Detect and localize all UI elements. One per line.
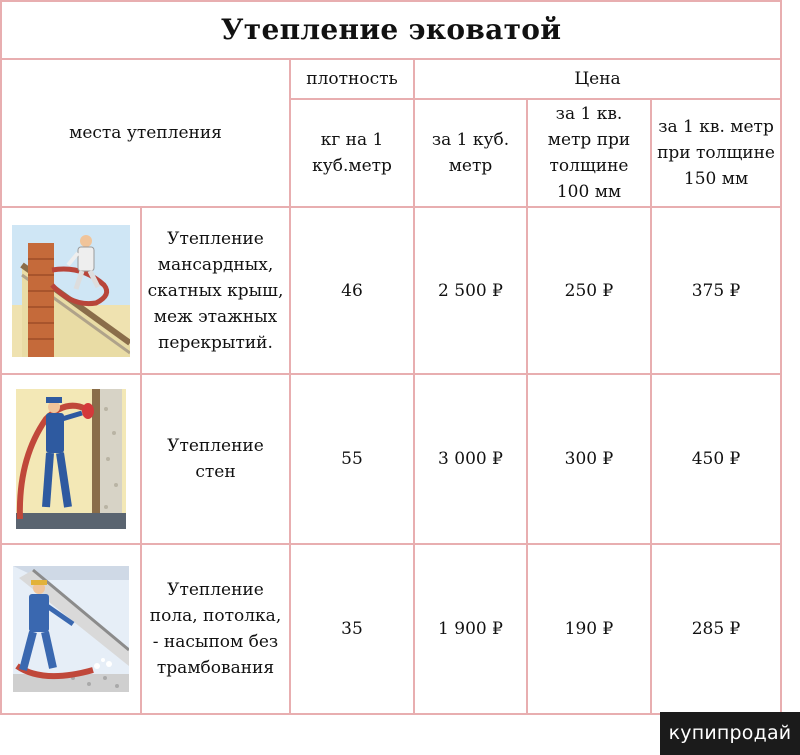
price-m3-value: 2 500 ₽ [414,207,527,374]
page-title: Утепление эковатой [1,1,781,59]
price-100-value: 300 ₽ [527,374,651,544]
floor-illustration [1,544,141,714]
price-100-header: за 1 кв. метр при толщине 100 мм [527,99,651,207]
place-label: Утепление мансардных, скатных крыш, меж этажных перекрытий. [141,207,290,374]
price-m3-value: 3 000 ₽ [414,374,527,544]
table-row [1,544,781,714]
price-150-value: 285 ₽ [651,544,781,714]
density-unit-header: кг на 1 куб.метр [290,99,414,207]
place-label: Утепление стен [141,374,290,544]
watermark-logo: купипродай [660,712,800,755]
price-m3-value: 1 900 ₽ [414,544,527,714]
roof-worker-icon [12,225,130,357]
wall-worker-icon [16,389,126,529]
price-per-m3-header: за 1 куб. метр [414,99,527,207]
price-header: Цена [414,59,781,99]
density-value: 55 [290,374,414,544]
density-header: плотность [290,59,414,99]
floor-worker-icon [13,566,129,692]
price-100-value: 250 ₽ [527,207,651,374]
table-row [1,374,781,544]
price-150-header: за 1 кв. метр при толщине 150 мм [651,99,781,207]
table-row [1,207,781,374]
density-value: 46 [290,207,414,374]
price-150-value: 375 ₽ [651,207,781,374]
places-header: места утепления [1,59,290,207]
price-150-value: 450 ₽ [651,374,781,544]
roof-illustration [1,207,141,374]
wall-illustration [1,374,141,544]
price-100-value: 190 ₽ [527,544,651,714]
density-value: 35 [290,544,414,714]
place-label: Утепление пола, потолка, - насыпом без трамбования [141,544,290,714]
